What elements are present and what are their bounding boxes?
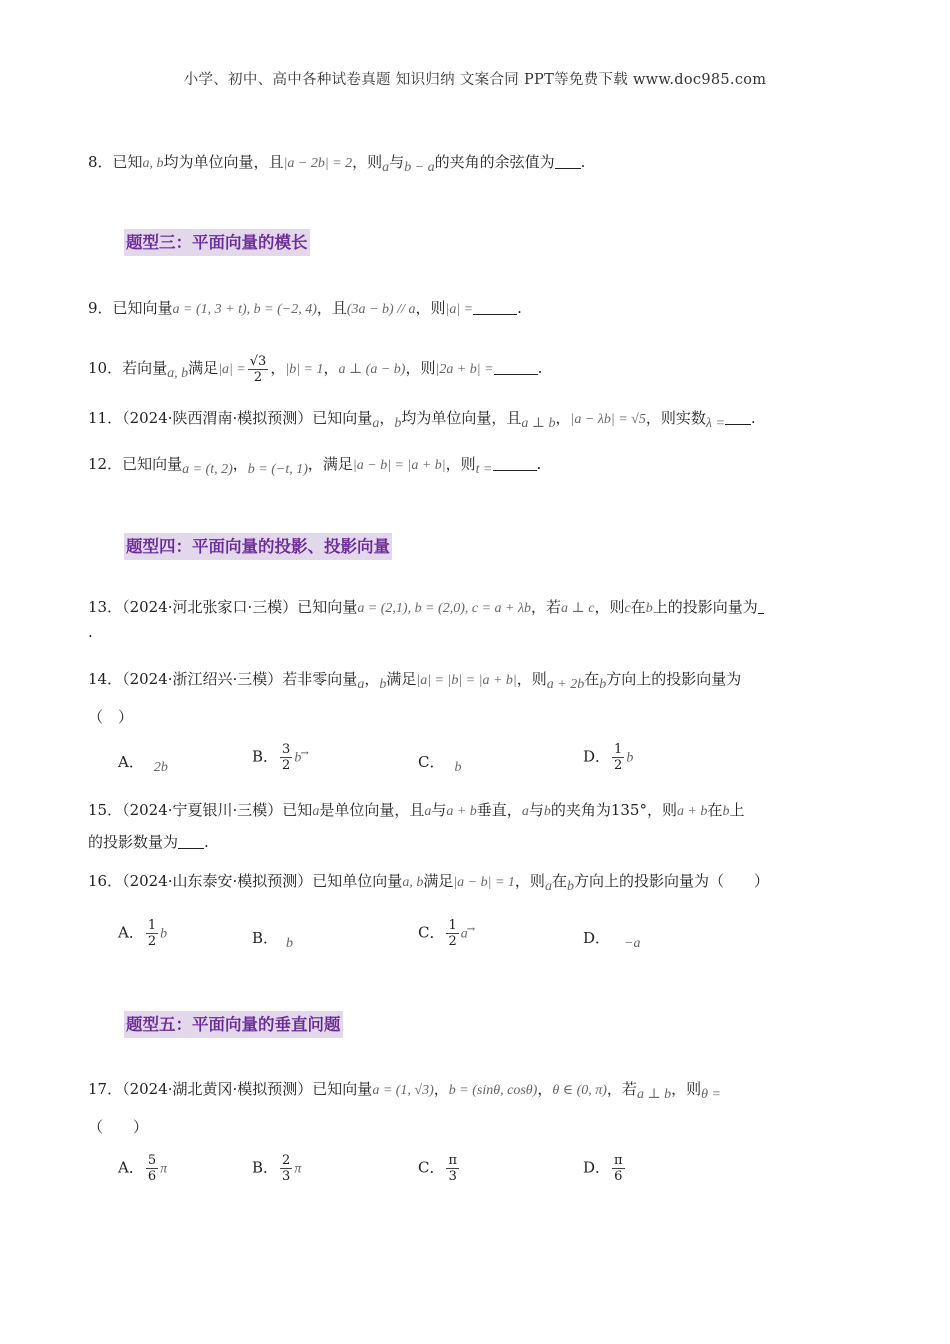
question-11: 11．（2024·陕西渭南·模拟预测）已知向量a，b均为单位向量，且a ⊥ b，|a − λb| = √5，则实数λ = . (88, 409, 756, 431)
answer-blank[interactable] (493, 456, 537, 471)
section-title-3: 题型三：平面向量的模长 (124, 229, 310, 256)
option-d[interactable]: D． $\frac{1}{2}$ b (583, 742, 634, 773)
answer-blank[interactable] (725, 410, 751, 425)
option-c[interactable]: C． $\frac{\pi}{3}$ (418, 1153, 458, 1184)
question-10: 10．若向量a, b满足|a| = $\frac{√3}{2}$ ，|b| = 1，a ⊥ (a − b)，则|2a + b| = . (88, 353, 543, 385)
answer-blank[interactable] (758, 599, 764, 614)
question-9: 9．已知向量a = (1, 3 + t), b = (−2, 4)，且(3a − b) // a，则|a| = . (88, 299, 522, 317)
option-b[interactable]: B． $\frac{2}{3}$ π (252, 1153, 302, 1184)
vector-arrow-icon: → (300, 747, 309, 759)
page-header: 小学、初中、高中各种试卷真题 知识归纳 文案合同 PPT等免费下载 www.doc985.com (183, 72, 767, 88)
option-a[interactable]: A． 2b (118, 753, 168, 775)
section-title-4: 题型四：平面向量的投影、投影向量 (124, 533, 392, 560)
question-15: 15．（2024·宁夏银川·三模）已知a是单位向量，且a与a + b垂直，a与b的夹角为135°，则a + b在b上 (88, 801, 745, 819)
question-12: 12．已知向量a = (t, 2)，b = (−t, 1)，满足|a − b| = |a + b|，则t = . (88, 455, 542, 477)
question-16: 16．（2024·山东泰安·模拟预测）已知单位向量a, b满足|a − b| = 1，则a在b方向上的投影向量为（ ） (88, 872, 769, 894)
option-d[interactable]: D． $\frac{\pi}{6}$ (583, 1153, 623, 1184)
question-17: 17．（2024·湖北黄冈·模拟预测）已知向量a = (1, √3)，b = (sinθ, cosθ)，θ ∈ (0, π)，若a ⊥ b，则θ = (88, 1080, 721, 1102)
question-13-end: . (88, 623, 93, 641)
option-b[interactable]: B． $\frac{3}{2}$ b→ (252, 742, 309, 773)
question-14-paren: （ ） (88, 708, 134, 726)
answer-blank[interactable] (555, 154, 581, 169)
question-8: 8．已知a, b均为单位向量，且|a − 2b| = 2，则a与b − a的夹角的余弦值为 . (88, 153, 586, 175)
option-c[interactable]: C． b (418, 753, 462, 775)
question-13: 13．（2024·河北张家口·三模）已知向量a = (2,1), b = (2,0), c = a + λb，若a ⊥ c，则c在b上的投影向量为 (88, 595, 890, 621)
question-14: 14．（2024·浙江绍兴·三模）若非零向量a，b满足|a| = |b| = |a + b|，则a + 2b在b方向上的投影向量为 (88, 670, 742, 692)
option-b[interactable]: B． b (252, 929, 294, 951)
answer-blank[interactable] (494, 360, 538, 375)
vector-arrow-icon: → (466, 923, 476, 935)
answer-blank[interactable] (178, 834, 204, 849)
answer-blank[interactable] (473, 300, 517, 315)
question-17-paren: （ ） (88, 1118, 149, 1136)
option-c[interactable]: C． $\frac{1}{2}$ a→ (418, 918, 476, 949)
question-15-line2: 的投影数量为 . (88, 833, 209, 851)
option-d[interactable]: D． −a (583, 929, 641, 951)
option-a[interactable]: A． $\frac{1}{2}$ b (118, 918, 168, 949)
fraction: $\frac{√3}{2}$ (249, 353, 267, 385)
section-title-5: 题型五：平面向量的垂直问题 (124, 1011, 343, 1038)
option-a[interactable]: A． $\frac{5}{6}$ π (118, 1153, 168, 1184)
